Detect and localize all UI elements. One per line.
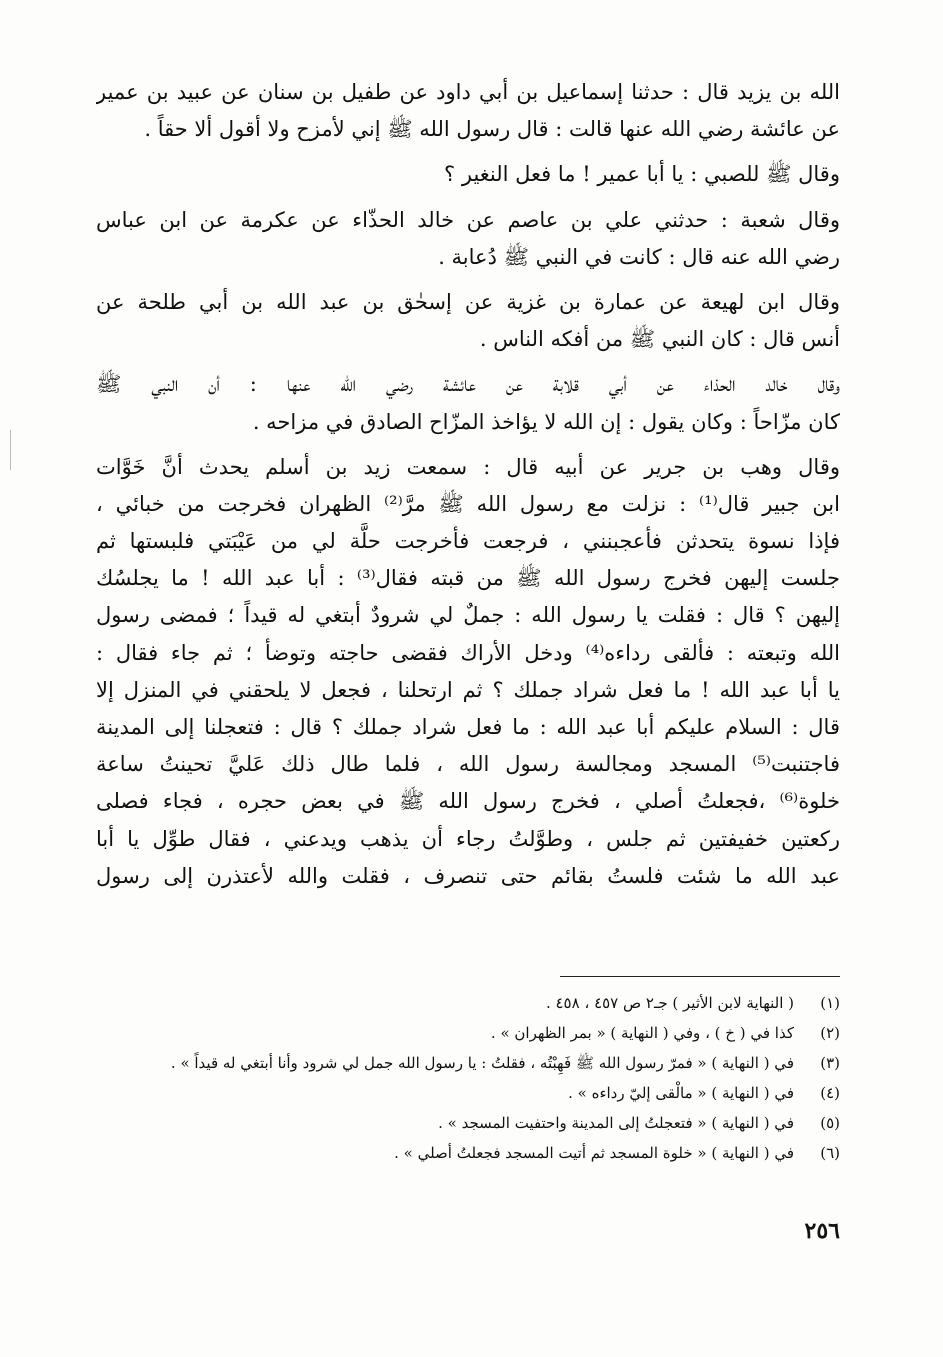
footnote-number: (١) [820, 994, 840, 1012]
text-line: وقال خالد الحذاء عن أبي قلابة عن عائشة رضي الله عنها : أن النبي ﷺ [96, 372, 840, 397]
text-line: قال : السلام عليكم أبا عبد الله : ما فعل شراد جملك ؟ قال : فتعجلنا إلى المدينة [96, 715, 840, 739]
footnote [96, 1108, 840, 1138]
text-line: خلوة⁽⁶⁾ ،فجعلتُ أصلي ، فخرج رسول الله ﷺ في بعض حجره ، فجاء فصلى [96, 789, 840, 814]
text-line: عبد الله ما شئت فلستُ بقائم حتى تنصرف ، فقلت والله لأعتذرن إلى رسول [96, 863, 840, 888]
text-line: يا أبا عبد الله ! ما فعل شراد جملك ؟ ثم ارتحلنا ، فجعل لا يلحقني في المنزل إلا [96, 677, 840, 702]
paragraph [96, 74, 840, 148]
footnote [96, 1138, 840, 1168]
paragraph [96, 284, 840, 358]
text-line: وقال ابن لهيعة عن عمارة بن غزية عن إسحٰق بن عبد الله بن أبي طلحة عن [96, 289, 840, 314]
footnote-text: في ( النهاية ) « خلوة المسجد ثم أتيت المسجد فجعلتُ أصلي » . [394, 1144, 794, 1162]
text-line: الله وتبعته : فألقى رداءه⁽⁴⁾ ودخل الأراك فقضى حاجته وتوضأ ؛ ثم جاء فقال : [96, 640, 840, 665]
text-line: وقال ﷺ للصبي : يا أبا عمير ! ما فعل النغير ؟ [444, 162, 840, 187]
footnote-number: (٣) [820, 1054, 840, 1072]
footnote-text: في ( النهاية ) « فتعجلتُ إلى المدينة واحتفيت المسجد » . [438, 1114, 794, 1132]
footnote-text: في ( النهاية ) « فمرّ رسول الله ﷺ فَهِبْتُه ، فقلتُ : يا رسول الله جمل لي شرود وأنا أبتغي له قيداً » . [170, 1054, 794, 1072]
footnote-text: ( النهاية لابن الأثير ) جـ٢ ص ٤٥٧ ، ٤٥٨ . [545, 994, 794, 1012]
paragraph [96, 366, 840, 440]
footnote [96, 1018, 840, 1048]
text-line: جلست إليهن فخرج رسول الله ﷺ من قبته فقال⁽³⁾ : أبا عبد الله ! ما يجلسُك [96, 566, 840, 591]
text-line: إليهن ؟ قال : فقلت يا رسول الله : جملٌ لي شرودٌ أبتغي له قيداً ؛ فمضى رسول [96, 603, 840, 628]
paragraph [96, 449, 840, 895]
footnote-number: (٢) [820, 1024, 840, 1042]
footnotes [96, 988, 840, 1168]
footnote-number: (٤) [820, 1084, 840, 1102]
text-line: وقال شعبة : حدثني علي بن عاصم عن خالد الحذّاء عن عكرمة عن ابن عباس [96, 207, 840, 232]
footnote-text: في ( النهاية ) « مالْقى إليّ رداءه » . [568, 1084, 794, 1102]
text-line: وقال وهب بن جرير عن أبيه قال : سمعت زيد بن أسلم يحدث أنَّ خَوَّات [96, 454, 840, 479]
footnote-number: (٥) [820, 1114, 840, 1132]
footnote [96, 1048, 840, 1078]
text-line: كان مزّاحاً : وكان يقول : إن الله لا يؤاخذ المزّاح الصادق في مزاحه . [252, 409, 840, 434]
paragraph [96, 202, 840, 276]
paragraph [96, 156, 840, 193]
footnote-separator [560, 976, 840, 977]
text-line: أنس قال : كان النبي ﷺ من أفكه الناس . [479, 327, 840, 352]
text-line: فإذا نسوة يتحدثن فأعجبنني ، فرجعت فأخرجت حلَّة لي من عَيْبَتي فلبستها ثم [96, 529, 840, 554]
text-line: رضي الله عنه قال : كانت في النبي ﷺ دُعابة . [438, 244, 840, 269]
text-line: عن عائشة رضي الله عنها قالت : قال رسول الله ﷺ إني لأمزح ولا أقول ألا حقاً . [144, 117, 840, 142]
text-line: الله بن يزيد قال : حدثنا إسماعيل بن أبي داود عن طفيل بن سنان عن عبيد بن عمير [96, 80, 840, 104]
footnote-text: كذا في ( خ ) ، وفي ( النهاية ) « بمر الظهران » . [490, 1024, 794, 1042]
page-number: ٢٥٦ [804, 1218, 840, 1244]
footnote-number: (٦) [820, 1144, 840, 1162]
text-line: ابن جبير قال⁽¹⁾ : نزلت مع رسول الله ﷺ مرَّ⁽²⁾ الظهران فخرجت من خبائي ، [96, 491, 840, 516]
footnote [96, 1078, 840, 1108]
text-line: ركعتين خفيفتين ثم جلس ، وطوَّلتُ رجاء أن يذهب ويدعني ، فقال طوِّل يا أبا [96, 826, 840, 851]
main-text [96, 74, 840, 903]
scan-margin-mark [10, 430, 11, 470]
footnote [96, 988, 840, 1018]
text-line: فاجتنبت⁽⁵⁾ المسجد ومجالسة رسول الله ، فلما طال ذلك عَليَّ تحينتُ ساعة [96, 752, 840, 777]
